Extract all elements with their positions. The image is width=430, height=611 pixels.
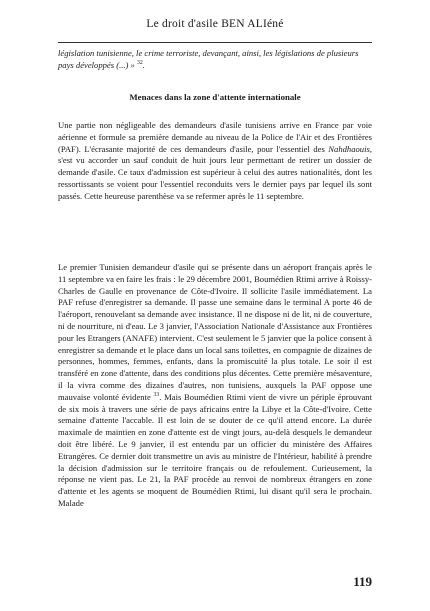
footnote-marker-33: 33 — [153, 391, 160, 398]
footnote-marker-32: 32 — [137, 60, 143, 67]
paragraph-2 — [58, 262, 372, 510]
quote-text: législation tunisienne, le crime terroriste, devançant, ainsi, les législations de plusieurs pays développés (...) » — [58, 48, 359, 70]
running-title: Le droit d'asile BEN ALIéné — [146, 18, 284, 30]
paragraph-2-text-a: Le premier Tunisien demandeur d'asile qui se présente dans un aéroport français après le 11 septembre va en faire les frais : le 29 décembre 2001, Boumédien Rtimi arrive à Roissy-Charles de Gaulle en provenance de Côte-d'Ivoire. Il sollicite l'asile immédiatement. La PAF refuse d'enregistrer sa demande. Il passe une semaine dans le terminal A porte 46 de l'aéroport, renouvelant sa demande avec insistance. Il ne dispose ni de lit, ni de couverture, ni de nourriture, ni d'eau. Le 3 janvier, l'Association Nationale d'Assistance aux Frontières pour les Etrangers (ANAFE) intervient. C'est seulement le 5 janvier que la police consent à enregistrer sa demande et le place dans un local sans toilettes, en compagnie de dizaines de personnes, hommes, femmes, enfants, dans la promiscuité la plus totale. Le soir il est transféré en zone d'attente, dans des conditions plus décentes. Cette première mésaventure, il la vivra comme des dizaines d'autres, non tunisiens, auxquels la PAF oppose une mauvaise volonté évidente — [58, 262, 372, 402]
paragraph-1 — [58, 120, 372, 203]
header-rule — [58, 42, 372, 43]
paragraph-1-italic: Nahdhaouis — [328, 143, 370, 154]
paragraph-1-text-a: Une partie non négligeable des demandeurs d'asile tunisiens arrive en France par voie aérienne et formule sa première demande au niveau de la Police de l'Air et des Frontières (PAF). L'écrasante majorité de ces demandeurs d'asile, pour l'essentiel des — [58, 120, 372, 154]
section-heading: Menaces dans la zone d'attente internationale — [129, 92, 301, 102]
paragraph-1-text-b: , s'est vu accorder un sauf conduit de huit jours leur permettant de retirer un dossier de demande d'asile. Ce taux d'admission est supérieur à celui des autres nationalités, dont les ressortissants se voient pour l'essentiel reconduits vers le dernier pays par lequel ils sont passés. Cette heureuse parenthèse va se refermer après le 11 septembre. — [58, 143, 372, 201]
page-number: 119 — [353, 574, 372, 589]
paragraph-2-text-b: . Mais Boumédien Rtimi vient de vivre un périple éprouvant de six mois à travers une série de pays africains entre la Libye et la Côte-d'Ivoire. Cette semaine d'attente l'accable. Il est loin de se douter de ce qu'il attend encore. La durée maximale de maintien en zone d'attente est de vingt jours, au-delà desquels le demandeur doit être libéré. Le 9 janvier, il est entendu par un officier du ministère des Affaires Etrangères. Ce dernier doit transmettre un avis au ministre de l'Intérieur, habilité à prendre la décision d'admission sur le territoire français ou de refoulement. Curieusement, la réponse ne vient pas. Le 21, la PAF procède au renvoi de nombreux étrangers en zone d'attente et les agents se moquent de Boumédien Rtimi, lui disant qu'il sera le prochain. Malade — [58, 391, 372, 508]
quote-continuation: législation tunisienne, le crime terroriste, devançant, ainsi, les législations de plusieurs pays développés (...) » $^{32}$. — [58, 48, 359, 70]
